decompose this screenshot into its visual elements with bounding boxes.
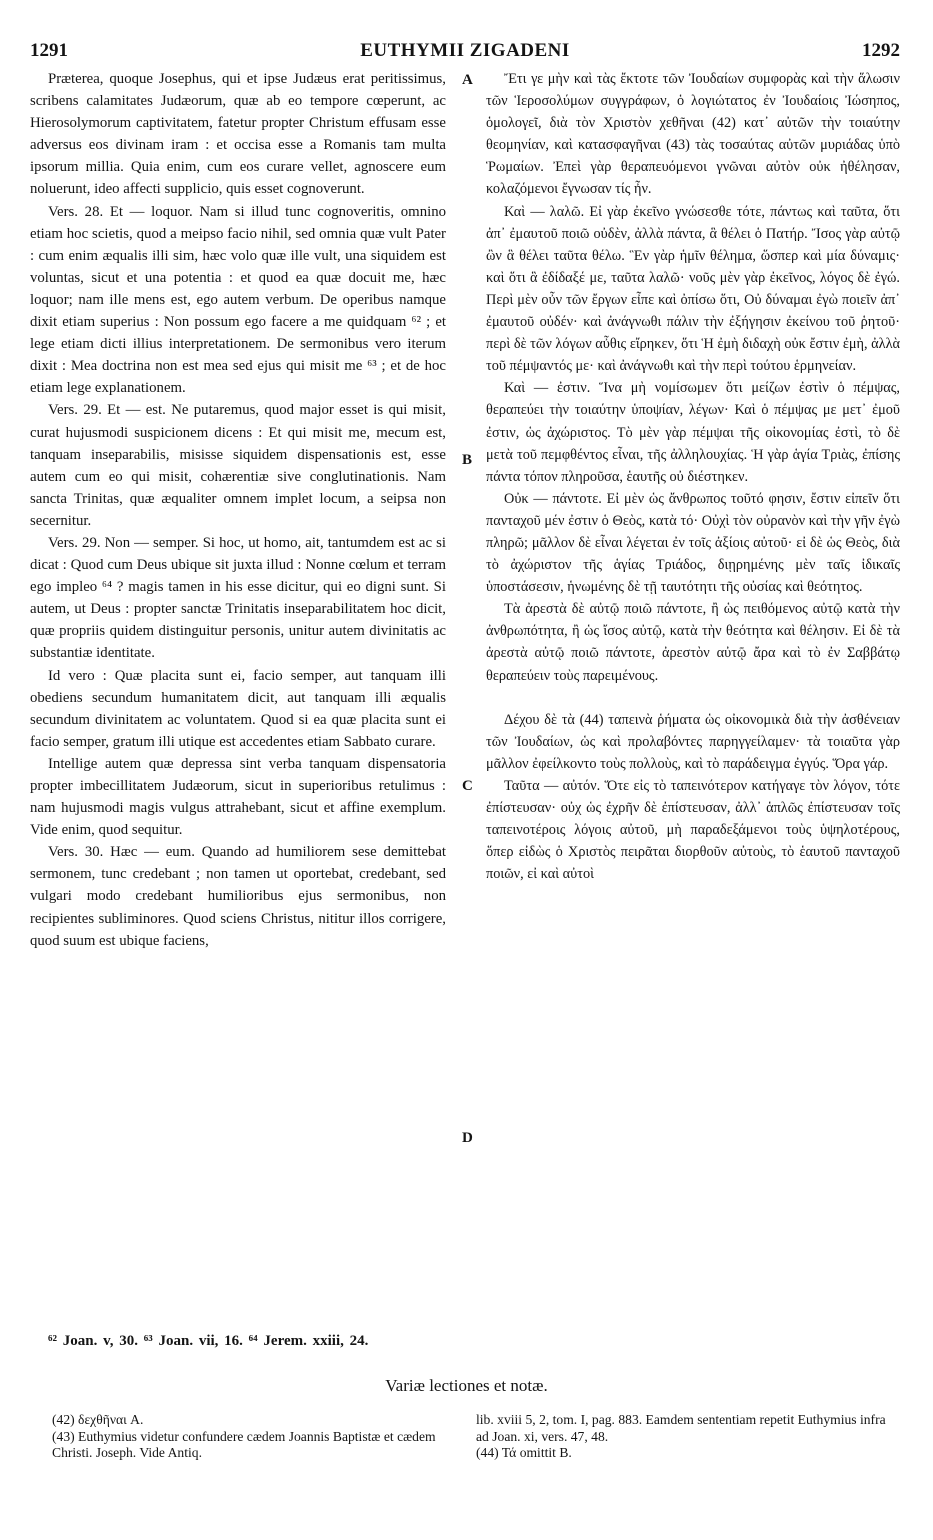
- notes-left: [52, 1412, 448, 1462]
- greek-paragraph: Ἔτι γε μὴν καὶ τὰς ἔκτοτε τῶν Ἰουδαίων συμφορὰς καὶ τὴν ἅλωσιν τῶν Ἱεροσολύμων συγγράφων, ὁ λογιώτατος ἐν Ἰουδαίοις Ἰώσηπος, ὁμολογεῖ, διὰ τὸν Χριστὸν χεθῆναι (42) κατ᾽ αὐτῶν τὴν τοιαύτην θεομηνίαν, καὶ κατασφαγῆναι (43) τὰς τοσαύτας αὐτῶν μυριάδας ὑπὸ Ῥωμαίων. Ἐπεὶ γὰρ θεραπευόμενοι γνῶναι αὐτὸν οὐκ ἠθέλησαν, κολαζόμενοι ἔγνωσαν τίς ἦν.: [486, 71, 900, 198]
- latin-paragraph: Vers. 28. Et — loquor. Nam si illud tunc cognoveritis, omnino etiam hoc scietis, quod a meipso facio nihil, sed omnia quæ vult Pater : cum enim æqualis illi sim, hæc volo quæ ille vult, una siquidem est voluntas, sicut et una potentia : et quod ea quæ docuit me, hæc loquor; nam ille mens est, ego autem verbum. De operibus namque dixit etiam superius : Non possum ego facere a me quidquam ⁶² ; et lege etiam dicti illius interpretationem. De sermonibus vero iterum dixit : Mea doctrina non est mea sed ejus qui misit me ⁶³ ; et de hoc etiam lege explanationem.: [30, 203, 446, 397]
- scripture-references: ⁶² Joan. v, 30. ⁶³ Joan. vii, 16. ⁶⁴ Jerem. xxiii, 24.: [48, 1333, 369, 1349]
- margin-letter-a: A: [462, 72, 473, 88]
- latin-paragraph: Præterea, quoque Josephus, qui et ipse Judæus erat peritissimus, scribens calamitates Judæorum, quæ ab eo tempore cœperunt, ac Hierosolymorum captivitatem, fatetur propter Christum effusam esse adversus eos divinam iram : et occisa esse a Romanis tam multa ipsorum millia. Quia enim, cum eos curare vellet, agnoscere eum noluerunt, ideo affecti supplicio, quis esset cognoverunt.: [30, 71, 446, 198]
- greek-paragraph: Δέχου δὲ τὰ (44) ταπεινὰ ῥήματα ὡς οἰκονομικὰ διὰ τὴν ἀσθένειαν τῶν Ἰουδαίων, ὡς καὶ προλαβόντες παρηγγείλαμεν· τὰ τοιαῦτα γὰρ μᾶλλον ἐφείλκοντο τοὺς πολλοὺς, καὶ τὸ παράδειγμα ἐγγύς. Ὅρα γάρ.: [486, 711, 900, 772]
- latin-paragraph: Intellige autem quæ depressa sint verba tanquam dispensatoria propter imbecillitatem Judæorum, sicut in superioribus retulimus : nam hujusmodi magis vulgus attrahebant, sicut et affine exemplum. Vide enim, quod sequitur.: [30, 755, 446, 839]
- running-header: [30, 40, 900, 66]
- notes-right: [476, 1412, 886, 1462]
- greek-paragraph: Τὰ ἀρεστὰ δὲ αὐτῷ ποιῶ πάντοτε, ἢ ὡς πειθόμενος αὐτῷ κατὰ τὴν ἀνθρωπότητα, ἢ ὡς ἴσος αὐτῷ, κατὰ τὴν θεότητα καὶ θέλησιν. Εἰ δὲ τὰ ἀρεστὰ αὐτῷ ποιῶ πάντοτε, ἀρεστὸν αὐτῷ ἄρα καὶ τὸ ἐν Σαββάτῳ θεραπεύειν τοὺς παρειμένους.: [486, 601, 900, 684]
- latin-paragraph: Vers. 29. Non — semper. Si hoc, ut homo, ait, tantumdem est ac si dicat : Quod cum Deus ubique sit juxta illud : Nonne cœlum et terram ego impleo ⁶⁴ ? magis tamen in his esse dicitur, qui eo digni sunt. Si autem, ut Deus : propter sanctæ Trinitatis inseparabilitatem hoc dicit, quæ propriis quidem distinguitur personis, unitur autem divinitatis ac substantiæ identitate.: [30, 534, 446, 662]
- page-number-right: 1292: [862, 40, 900, 61]
- latin-paragraph: Vers. 29. Et — est. Ne putaremus, quod major esset is qui misit, curat hujusmodi suspicionem dicens : Et qui misit me, mecum est, tanquam inseparabilis, misisse siquidem dispensationis est, esse autem cum eo qui misit, cohærentiæ sive conglutinationis. Nam sancta Trinitas, quæ æqualiter omnem implet locum, a seipsa non secernitur.: [30, 402, 446, 529]
- footnote: lib. xviii 5, 2, tom. I, pag. 883. Eamdem sententiam repetit Euthymius infra ad Joan. xi, vers. 47, 48.: [476, 1412, 886, 1444]
- greek-column: [486, 68, 900, 885]
- page-number-left: 1291: [30, 40, 68, 61]
- footnote: (43) Euthymius videtur confundere cædem Joannis Baptistæ et cædem Christi. Joseph. Vide Antiq.: [52, 1428, 436, 1461]
- running-title: EUTHYMII ZIGADENI: [360, 40, 570, 61]
- footnote: (42) δεχθῆναι A.: [52, 1412, 144, 1427]
- margin-letter-d: D: [462, 1130, 473, 1146]
- greek-paragraph: Ταῦτα — αὐτόν. Ὅτε εἰς τὸ ταπεινότερον κατήγαγε τὸν λόγον, τότε ἐπίστευσαν· οὐχ ὡς ἐχρῆν δὲ ἐπίστευσαν, ἀλλ᾽ ἁπλῶς ἐπίστευσαν τοῖς ταπεινοτέροις λόγοις αὐτοῦ, μὴ παραδεξάμενοι τοὺς ὑψηλοτέρους, ὅπερ εἰδὼς ὁ Χριστὸς πειρᾶται διορθοῦν αὐτοὺς, τὸ ἑαυτοῦ πανταχοῦ ποιῶν, εἰ καὶ αὐτοὶ: [486, 777, 900, 883]
- latin-paragraph: Vers. 30. Hæc — eum. Quando ad humiliorem sese demittebat sermonem, tunc credebant ; non tamen ut oportebat, credebant, sed vulgari modo credebant humilioribus ejus sermonibus, non recipientes subliminores. Quod sciens Christus, nititur illos corrigere, quod suum est ubique faciens,: [30, 844, 446, 949]
- margin-letter-c: C: [462, 778, 473, 794]
- margin-letter-b: B: [462, 452, 473, 468]
- notes-heading: Variæ lectiones et notæ.: [385, 1376, 548, 1395]
- greek-paragraph: Καὶ — λαλῶ. Εἰ γὰρ ἐκεῖνο γνώσεσθε τότε, πάντως καὶ ταῦτα, ὅτι ἀπ᾽ ἐμαυτοῦ ποιῶ οὐδὲν, ἀλλὰ πάντα, ἃ θέλει ὁ Πατήρ. Ἴσος γὰρ αὐτῷ ὢν ἃ θέλει ταῦτα θέλω. Ἓν γὰρ ἡμῖν θέλημα, ὥσπερ καὶ μία δύναμις· καὶ ὅτι ἃ ἐδίδαξέ με, ταῦτα λαλῶ· νοῦς μὲν γὰρ ἐκεῖνος, λόγος δὲ ἐγώ. Περὶ μὲν οὖν τῶν ἔργων εἶπε καὶ ὀπίσω ὅτι, Οὐ δύναμαι ἐγὼ ποιεῖν ἀπ᾽ ἐμαυτοῦ οὐδέν· καὶ ἀνάγνωθι πάλιν τὴν ἐξήγησιν ἐκείνου τοῦ ῥητοῦ· περὶ δὲ τῶν λόγων αὖθις εἴρηκεν, ὅτι Ἡ ἐμὴ διδαχὴ οὐκ ἔστιν ἐμὴ, ἀλλὰ τοῦ πέμψαντός με· καὶ ἀνάγνωθι καὶ τὴν περὶ τούτου ἑρμηνείαν.: [486, 203, 900, 375]
- greek-paragraph: Οὐκ — πάντοτε. Εἰ μὲν ὡς ἄνθρωπος τοῦτό φησιν, ἔστιν εἰπεῖν ὅτι πανταχοῦ μέν ἐστιν ὁ Θεὸς, κατὰ τό· Οὐχὶ τὸν οὐρανὸν καὶ τὴν γῆν ἐγὼ πληρῶ; μᾶλλον δὲ εἶναι λέγεται ἐν τοῖς ἀξίοις αὐτοῦ· εἰ δὲ ὡς Θεὸς, διὰ τὸ ἀχώριστον τῆς ἁγίας Τριάδος, διῃρημένης μὲν ταῖς ἰδικαῖς ὑποστάσεσιν, ἡνωμένης δὲ τῇ ταυτότητι τῆς οὐσίας καὶ θεότητος.: [486, 490, 900, 596]
- greek-paragraph: Καὶ — ἐστιν. Ἵνα μὴ νομίσωμεν ὅτι μείζων ἐστὶν ὁ πέμψας, θεραπεύει τὴν τοιαύτην ὑποψίαν, λέγων· Καὶ ὁ πέμψας με μετ᾽ ἐμοῦ ἐστιν, ὡς ἀχώριστος. Τὸ μὲν γὰρ πέμψαι τῆς οἰκονομίας ἐστὶ, τὸ δὲ μετὰ τοῦ πεμφθέντος εἶναι, τῆς ἀλληλουχίας. Ἡ γὰρ ἁγία Τριὰς, ἐπίσης πάντα τόπον πληροῦσα, ἑαυτῆς οὐ διέστηκεν.: [486, 380, 900, 485]
- latin-paragraph: Id vero : Quæ placita sunt ei, facio semper, aut tanquam illi obediens secundum humanitatem dicit, aut tanquam illi æqualis secundum divinitatem ac voluntatem. Quod si ea quæ placita sunt ei facio semper, gratum illi utique est accedentes etiam Sabbato curare.: [30, 667, 446, 750]
- latin-column: [30, 68, 446, 952]
- footnote: (44) Τά omittit B.: [476, 1445, 572, 1461]
